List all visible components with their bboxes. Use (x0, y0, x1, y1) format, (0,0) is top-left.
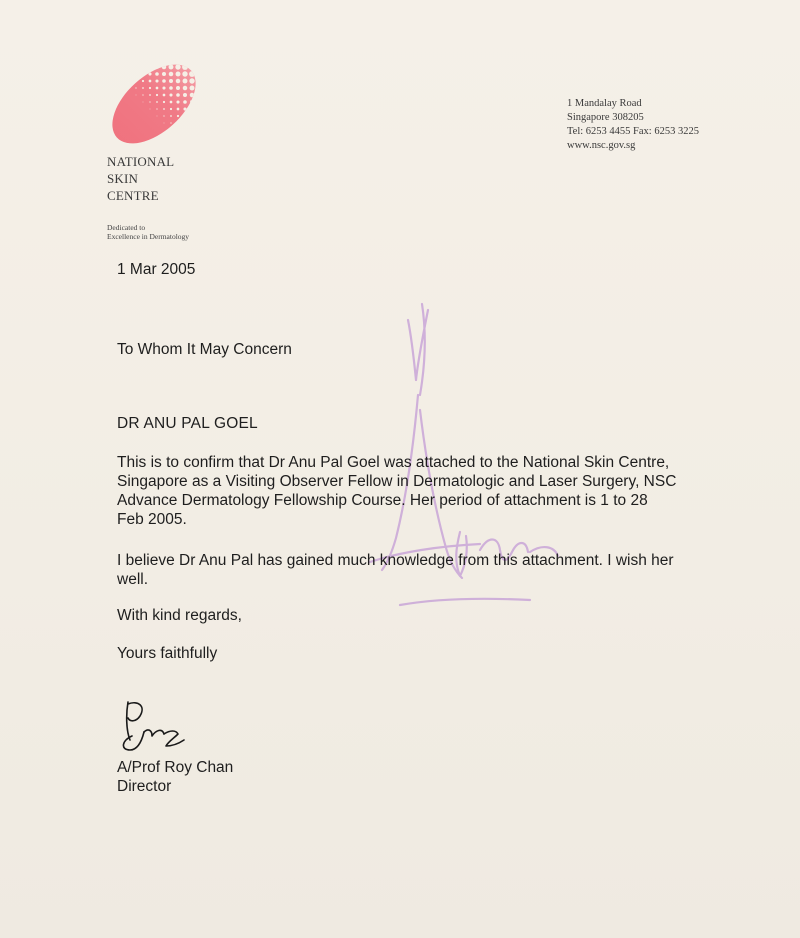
letter-salutation: To Whom It May Concern (117, 341, 292, 358)
logo-dot (142, 73, 145, 76)
logo-dot (163, 108, 165, 110)
logo-dot (184, 136, 185, 137)
logo-dot (182, 71, 187, 76)
logo-dot (128, 66, 130, 68)
logo-dot (169, 86, 173, 90)
address-phone-fax: Tel: 6253 4455 Fax: 6253 3225 (567, 126, 699, 137)
logo-dot (190, 100, 194, 104)
address-website: www.nsc.gov.sg (567, 140, 636, 151)
logo-dot (178, 137, 179, 138)
logo-dot (183, 93, 187, 97)
logo-dot (176, 79, 180, 83)
logo-dot (197, 100, 201, 104)
organization-name-line: CENTRE (107, 188, 159, 203)
logo-dot (189, 78, 194, 83)
paragraph-line: This is to confirm that Dr Anu Pal Goel was attached to the National Skin Centre, (117, 454, 670, 471)
logo-dot (142, 80, 144, 82)
address-block (567, 97, 699, 153)
logo-dot (142, 87, 144, 89)
logo-dot (149, 87, 151, 89)
logo-dot (176, 100, 179, 103)
logo-dot (148, 72, 151, 75)
logo-dot (169, 79, 173, 83)
logo-dot (156, 87, 159, 90)
paragraph-line: Advance Dermatology Fellowship Course. Her period of attachment is 1 to 28 (117, 492, 648, 509)
logo-dot (155, 79, 158, 82)
logo-dot (196, 58, 202, 63)
logo-dot (135, 80, 137, 82)
logo-dot (189, 64, 195, 70)
logo-dot (121, 66, 123, 68)
logo-dot (162, 86, 165, 89)
logo-dot (191, 129, 193, 131)
logo-dot (148, 65, 152, 69)
logo-dot (182, 64, 188, 70)
logo-dot (156, 94, 158, 96)
logo-dot (197, 121, 200, 124)
logo-dot (197, 107, 201, 111)
logo-dot (190, 93, 194, 97)
logo-dot (196, 71, 202, 77)
logo-dot (155, 58, 159, 62)
logo-dot (143, 102, 144, 103)
letter-paragraph-2 (117, 551, 747, 589)
logo-dot (190, 86, 195, 91)
logo-dot (170, 101, 173, 104)
logo-dot (135, 66, 138, 69)
logo-dot (170, 108, 172, 110)
paragraph-line: well. (117, 571, 149, 588)
logo-dot (190, 114, 193, 117)
logo-dot (184, 122, 186, 124)
logo-dot (129, 88, 130, 89)
logo-dot (168, 58, 173, 63)
logo-dot (190, 107, 194, 111)
letter-closing-regards: With kind regards, (117, 607, 242, 624)
logo-dot (196, 64, 202, 70)
organization-name-line: SKIN (107, 171, 139, 186)
signer-name: A/Prof Roy Chan (117, 759, 234, 776)
logo-dot (189, 58, 195, 63)
logo-dot (196, 78, 202, 84)
logo-dot (135, 87, 136, 88)
logo-dot (197, 114, 201, 118)
logo-dot (197, 93, 202, 98)
logo-dot (155, 65, 159, 69)
logo-dot (177, 108, 180, 111)
logo-dot (183, 100, 187, 104)
logo-dot (170, 122, 171, 123)
logo-dot (170, 115, 172, 117)
tagline-line: Excellence in Dermatology (107, 232, 190, 241)
logo-dot (162, 65, 166, 69)
logo-dot (134, 58, 137, 61)
logo-dot (177, 115, 179, 117)
organization-tagline (107, 223, 189, 241)
logo-dot (121, 59, 123, 61)
logo-dot (149, 94, 151, 96)
logo-dot (157, 116, 158, 117)
logo-dot (183, 79, 188, 84)
logo-dot (114, 66, 115, 67)
logo-dot (121, 73, 122, 74)
logo-dot (177, 129, 178, 130)
logo-dot (176, 72, 181, 77)
logo-dot (155, 72, 159, 76)
logo-dot (169, 72, 173, 76)
logo-dot (149, 101, 150, 102)
logo-dot (183, 107, 186, 110)
paragraph-line: I believe Dr Anu Pal has gained much knowledge from this attachment. I wish her (117, 552, 674, 569)
logo-dot (156, 101, 158, 103)
logo-dot (149, 80, 152, 83)
organization-name-line: NATIONAL (107, 154, 175, 169)
logo-dot (177, 122, 179, 124)
logo-dot (198, 136, 200, 138)
logo-dot (128, 59, 131, 62)
logo-dot (108, 67, 109, 68)
logo-dot (141, 58, 145, 62)
nsc-logo-icon (106, 58, 202, 150)
logo-dot (191, 122, 194, 125)
logo-dot (122, 81, 123, 82)
logo-dot (169, 65, 174, 70)
logo-dot (150, 109, 151, 110)
logo-dot (148, 58, 152, 62)
letter-paragraph-1 (117, 453, 747, 529)
logo-dot (162, 58, 167, 62)
logo-dot (183, 86, 187, 90)
logo-dot (115, 74, 116, 75)
logo-dot (191, 143, 192, 144)
logo-dot (141, 65, 144, 68)
logo-dot (198, 129, 201, 132)
logo-dot (163, 115, 164, 116)
logo-dot (169, 93, 172, 96)
logo-dot (136, 95, 137, 96)
logo-dot (156, 108, 157, 109)
logo-dot (162, 79, 166, 83)
logo-dot (182, 58, 188, 63)
address-city: Singapore 308205 (567, 112, 644, 123)
logo-dot (175, 64, 180, 69)
logo-dot (191, 136, 193, 138)
logo-dot (176, 86, 180, 90)
paragraph-line: Singapore as a Visiting Observer Fellow in Dermatologic and Laser Surgery, NSC (117, 473, 677, 490)
logo-dot (198, 143, 200, 145)
logo-dot (184, 129, 186, 131)
signer-title: Director (117, 778, 172, 795)
logo-dot (163, 101, 165, 103)
logo-dot (107, 59, 108, 60)
letter-closing-faithfully: Yours faithfully (117, 645, 218, 662)
logo-dot (114, 59, 116, 61)
logo-dot (162, 72, 166, 76)
logo-dot (163, 94, 166, 97)
logo-dot (184, 115, 187, 118)
address-street: 1 Mandalay Road (567, 98, 642, 109)
letter-subject: DR ANU PAL GOEL (117, 415, 258, 432)
logo-dot (175, 58, 181, 63)
logo-dot (171, 130, 172, 131)
tagline-line: Dedicated to (107, 223, 146, 232)
logo-dot (135, 73, 137, 75)
organization-name (107, 153, 174, 204)
logo-dot (196, 85, 201, 90)
handwritten-signature-icon (118, 696, 188, 754)
paragraph-line: Feb 2005. (117, 511, 187, 528)
logo-dot (185, 144, 186, 145)
letter-date: 1 Mar 2005 (117, 261, 196, 278)
logo-dot (189, 71, 195, 77)
logo-dot (128, 73, 130, 75)
logo-dot (142, 94, 143, 95)
logo-dot (128, 80, 129, 81)
logo-dot (176, 93, 180, 97)
logo-dot (164, 123, 165, 124)
